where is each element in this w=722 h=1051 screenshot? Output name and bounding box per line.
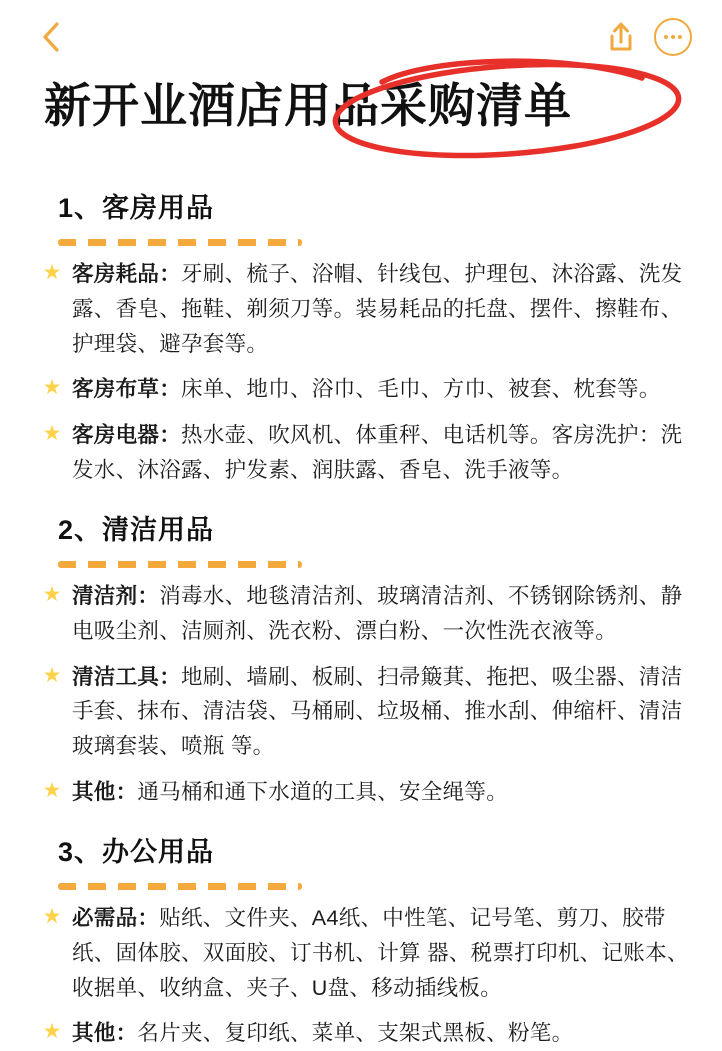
section-heading xyxy=(58,508,214,547)
list-item xyxy=(40,418,692,488)
section-underline xyxy=(58,883,302,890)
list-item-text xyxy=(72,257,692,361)
list-item-text xyxy=(72,579,692,649)
chevron-left-icon[interactable] xyxy=(38,20,64,54)
list-item-body: 消毒水、地毯清洁剂、玻璃清洁剂、不锈钢除锈剂、静电吸尘剂、洁厕剂、洗衣粉、漂白粉、一次性洗衣液等。 xyxy=(72,583,683,643)
star-icon: ★ xyxy=(42,904,62,928)
list-item-body: 名片夹、复印纸、菜单、支架式黑板、粉笔。 xyxy=(137,1021,574,1046)
list-item-label: 其他： xyxy=(72,780,138,805)
section-underline xyxy=(58,239,302,246)
star-icon: ★ xyxy=(42,779,62,803)
more-dots xyxy=(664,35,682,39)
list-item-label: 客房电器： xyxy=(72,423,182,448)
list-item xyxy=(40,660,692,764)
list-item-text xyxy=(72,418,692,488)
section-1 xyxy=(40,170,692,488)
list-item-body: 热水壶、吹风机、体重秤、电话机等。客房洗护：洗发水、沐浴露、护发素、润肤露、香皂、洗手液等。 xyxy=(72,423,683,483)
star-icon: ★ xyxy=(42,663,62,687)
list-item-text xyxy=(72,372,692,407)
list-item-text xyxy=(72,901,692,1005)
list-item-text xyxy=(72,1016,692,1051)
list-item-body: 床单、地巾、浴巾、毛巾、方巾、被套、枕套等。 xyxy=(181,377,661,402)
section-heading xyxy=(58,830,214,869)
document-body xyxy=(0,160,722,1051)
list-item-text xyxy=(72,660,692,764)
list-item-text xyxy=(72,775,692,810)
list-item-label: 必需品： xyxy=(72,905,160,930)
section-3 xyxy=(40,814,692,1051)
list-item-label: 客房布草： xyxy=(72,377,182,402)
section-heading-text: 2、清洁用品 xyxy=(58,514,215,545)
list-item xyxy=(40,372,692,407)
list-item-label: 清洁剂： xyxy=(72,583,160,608)
list-item xyxy=(40,775,692,810)
list-item-body: 地刷、墙刷、板刷、扫帚簸萁、拖把、吸尘器、清洁手套、抹布、清洁袋、马桶刷、垃圾桶、推水刮、伸缩杆、清洁玻璃套装、喷瓶 等。 xyxy=(72,664,683,759)
star-icon: ★ xyxy=(42,261,62,284)
section-heading xyxy=(58,186,214,225)
section-underline xyxy=(58,561,302,568)
list-item-body: 牙刷、梳子、浴帽、针线包、护理包、沐浴露、洗发露、香皂、拖鞋、剃须刀等。装易耗品的托盘、摆件、擦鞋布、护理袋、避孕套等。 xyxy=(72,262,683,356)
section-heading-text: 1、客房用品 xyxy=(58,193,215,223)
star-icon: ★ xyxy=(42,422,62,446)
top-toolbar xyxy=(0,0,722,74)
list-item-label: 客房耗品： xyxy=(72,262,182,286)
star-icon: ★ xyxy=(42,582,62,606)
list-item-body: 贴纸、文件夹、A4纸、中性笔、记号笔、剪刀、胶带纸、固体胶、双面胶、订书机、计算 器、税票打印机、记账本、收据单、收纳盒、夹子、U盘、移动插线板。 xyxy=(72,905,689,1000)
list-item-label: 其他： xyxy=(72,1021,138,1046)
section-heading-text: 3、办公用品 xyxy=(58,836,215,867)
share-icon[interactable] xyxy=(606,20,636,54)
list-item-label: 清洁工具： xyxy=(72,664,182,689)
star-icon: ★ xyxy=(42,1020,62,1044)
list-item xyxy=(40,901,692,1005)
more-options-icon[interactable] xyxy=(654,18,692,56)
list-item xyxy=(40,257,692,361)
list-item xyxy=(40,1016,692,1051)
list-item-body: 通马桶和通下水道的工具、安全绳等。 xyxy=(137,780,509,805)
section-2 xyxy=(40,492,692,810)
star-icon: ★ xyxy=(42,376,62,400)
list-item xyxy=(40,579,692,649)
page-title: 新开业酒店用品采购清单 xyxy=(44,79,572,132)
page-title-area xyxy=(0,74,722,160)
